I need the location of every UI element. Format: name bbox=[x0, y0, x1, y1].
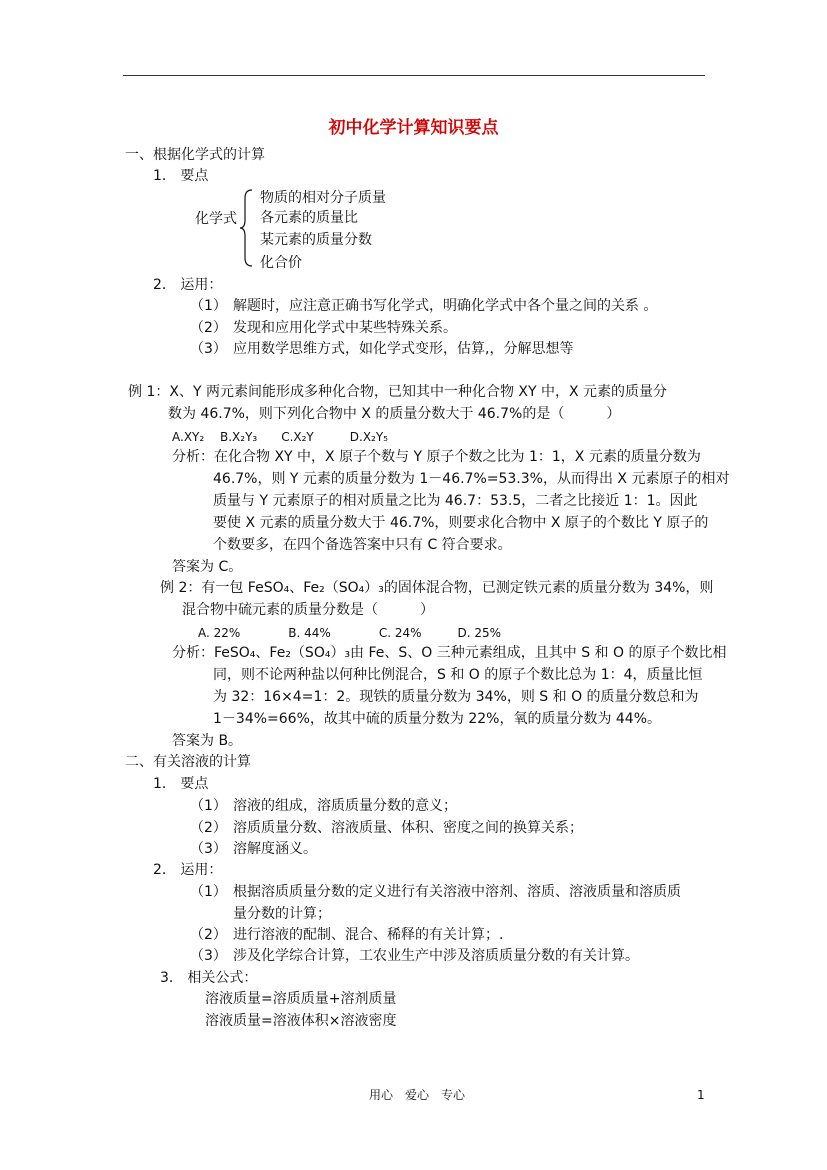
section-heading: 二、有关溶液的计算 bbox=[125, 754, 251, 770]
item-text: 溶质质量分数、溶液质量、体积、密度之间的换算关系； bbox=[233, 820, 583, 836]
item-number: （1） bbox=[190, 884, 227, 900]
section-heading: 一、根据化学式的计算 bbox=[125, 147, 265, 163]
answer: 答案为 C。 bbox=[172, 559, 243, 575]
list-item: 物质的相对分子质量 bbox=[260, 190, 386, 206]
list-item: 某元素的质量分数 bbox=[260, 232, 372, 248]
subheading: 1． 要点 bbox=[153, 168, 209, 184]
analysis-line: 质量与 Y 元素原子的相对质量之比为 46.7：53.5，二者之比接近 1：1。因此 bbox=[213, 493, 698, 509]
subheading: 2． 运用： bbox=[153, 862, 223, 878]
item-number: （2） bbox=[190, 320, 227, 336]
item-text: 溶液的组成，溶质质量分数的意义； bbox=[233, 798, 457, 814]
example-options: A.XY₂ B.X₂Y₃ C.X₂Y D.X₂Y₅ bbox=[172, 430, 388, 444]
footer-motto: 用心 爱心 专心 bbox=[369, 1088, 466, 1102]
item-text: 解题时，应注意正确书写化学式，明确化学式中各个量之间的关系 。 bbox=[233, 298, 658, 314]
item-number: （3） bbox=[190, 841, 227, 857]
example-line: 数为 46.7%，则下列化合物中 X 的质量分数大于 46.7%的是（ ） bbox=[168, 406, 621, 422]
example-line: 例 2：有一包 FeSO₄、Fe₂（SO₄）₃的固体混合物，已测定铁元素的质量分数为 34%，则 bbox=[160, 580, 714, 596]
subheading: 1． 要点 bbox=[153, 776, 209, 792]
answer: 答案为 B。 bbox=[172, 733, 243, 749]
formula-line: 溶液质量=溶液体积×溶液密度 bbox=[205, 1013, 397, 1029]
analysis-line: 为 32：16×4=1：2。现铁的质量分数为 34%，则 S 和 O 的质量分数总和为 bbox=[213, 689, 699, 705]
analysis-line: 1－34%=66%，故其中硫的质量分数为 22%，氧的质量分数为 44%。 bbox=[213, 711, 662, 727]
example-line: 例 1：X、Y 两元素间能形成多种化合物，已知其中一种化合物 XY 中，X 元素的质量分 bbox=[128, 384, 668, 400]
item-text: 进行溶液的配制、混合、稀释的有关计算；. bbox=[233, 927, 504, 943]
subheading: 2． 运用： bbox=[153, 277, 223, 293]
item-number: （3） bbox=[190, 948, 227, 964]
brace-icon bbox=[240, 188, 256, 268]
formula-label: 化学式 bbox=[195, 211, 237, 227]
analysis-line: 同，则不论两种盐以何种比例混合，S 和 O 的原子个数比总为 1：4，质量比恒 bbox=[213, 667, 703, 683]
item-text: 溶解度涵义。 bbox=[233, 841, 317, 857]
formula-line: 溶液质量=溶质质量+溶剂质量 bbox=[205, 991, 397, 1007]
list-item: 各元素的质量比 bbox=[260, 210, 358, 226]
header-rule bbox=[123, 75, 705, 76]
item-text: 涉及化学综合计算，工农业生产中涉及溶质质量分数的有关计算。 bbox=[233, 948, 639, 964]
analysis-line: 个数要多，在四个备选答案中只有 C 符合要求。 bbox=[213, 537, 512, 553]
item-number: （2） bbox=[190, 927, 227, 943]
page-title: 初中化学计算知识要点 bbox=[328, 118, 499, 138]
example-options: A. 22% B. 44% C. 24% D. 25% bbox=[198, 626, 502, 640]
page-number: 1 bbox=[697, 1088, 705, 1102]
item-number: （3） bbox=[190, 341, 227, 357]
item-text: 应用数学思维方式，如化学式变形，估算,，分解思想等 bbox=[233, 341, 574, 357]
analysis-line: 要使 X 元素的质量分数大于 46.7%，则要求化合物中 X 原子的个数比 Y 原子的 bbox=[213, 515, 709, 531]
example-line: 混合物中硫元素的质量分数是（ ） bbox=[182, 602, 434, 618]
item-number: （1） bbox=[190, 298, 227, 314]
list-item: 化合价 bbox=[260, 255, 302, 271]
item-number: （1） bbox=[190, 798, 227, 814]
subheading: 3． 相关公式： bbox=[160, 970, 258, 986]
item-number: （2） bbox=[190, 820, 227, 836]
analysis-line: 46.7%，则 Y 元素的质量分数为 1－46.7%=53.3%，从而得出 X 元素原子的相对 bbox=[213, 471, 730, 487]
item-text: 量分数的计算； bbox=[233, 906, 331, 922]
item-text: 根据溶质质量分数的定义进行有关溶液中溶剂、溶质、溶液质量和溶质质 bbox=[233, 884, 681, 900]
analysis-line: 分析：FeSO₄、Fe₂（SO₄）₃由 Fe、S、O 三种元素组成，且其中 S 和 O 的原子个数比相 bbox=[172, 645, 727, 661]
item-text: 发现和应用化学式中某些特殊关系。 bbox=[233, 320, 457, 336]
analysis-line: 分析：在化合物 XY 中，X 原子个数与 Y 原子个数之比为 1：1，X 元素的质量分数为 bbox=[172, 449, 701, 465]
